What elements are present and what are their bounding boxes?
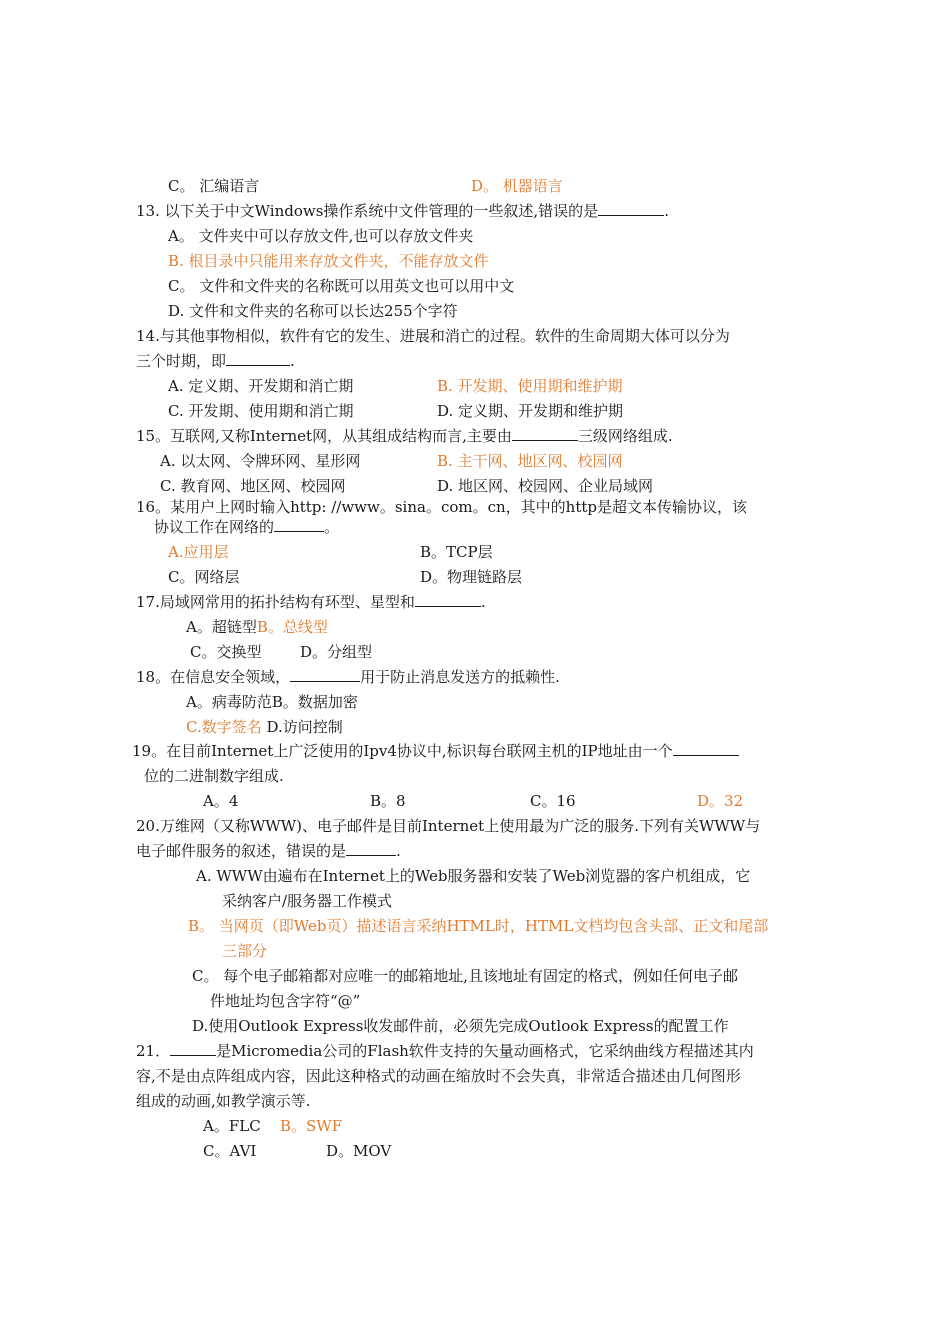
q17-option-a: A。超链型 [186, 618, 257, 636]
q18-stem-text: 18。在信息安全领域， [136, 668, 291, 686]
q19-option-b: B。8 [370, 792, 406, 810]
q19-stem-text: 19。在目前Internet上广泛使用的Ipv4协议中,标识每台联网主机的IP地址由一个 [132, 742, 673, 760]
q20-option-b-answer-line2: 三部分 [222, 942, 268, 960]
q21-stem-line3: 组成的动画,如教学演示等. [136, 1092, 311, 1110]
q19-option-d-answer: D。32 [697, 792, 744, 810]
q17-options-ab [186, 617, 328, 637]
q18-option-b: B。数据加密 [271, 693, 358, 711]
q19-stem-line2: 位的二进制数字组成. [144, 767, 284, 785]
q18-option-c-answer: C.数字签名 [186, 718, 262, 736]
q13-option-c: C。 文件和文件夹的名称既可以用英文也可以用中文 [168, 277, 515, 295]
answer-blank [346, 841, 396, 856]
q17-option-c: C。交换型 [190, 643, 262, 661]
q14-stem-text: 三个时期，即 [136, 352, 227, 370]
q18-options-ab [186, 692, 358, 712]
q21-option-c: C。AVI [203, 1142, 257, 1160]
q19-option-c: C。16 [530, 792, 576, 810]
q16-option-c: C。网络层 [168, 568, 240, 586]
q14-stem-line1: 14.与其他事物相似，软件有它的发生、进展和消亡的过程。软件的生命周期大体可以分为 [136, 327, 730, 345]
q15-option-b-answer: B. 主干网、地区网、校园网 [437, 452, 623, 470]
q18-stem [136, 667, 560, 687]
q17-stem-text: 17.局域网常用的拓扑结构有环型、星型和 [136, 593, 415, 611]
q15-option-d: D. 地区网、校园网、企业局域网 [437, 477, 654, 495]
q15-stem-end: 三级网络组成. [577, 427, 673, 445]
q21-option-b-answer: B。SWF [280, 1117, 343, 1135]
q14-stem-end: . [290, 352, 295, 370]
q21-number: 21． [136, 1042, 171, 1060]
q16-option-a-answer: A.应用层 [168, 543, 229, 561]
q19-stem-line1 [132, 741, 739, 761]
q13-stem-text: 13. 以下关于中文Windows操作系统中文件管理的一些叙述,错误的是 [136, 202, 599, 220]
q15-stem-text: 15。互联网,又称Internet网，从其组成结构而言,主要由 [136, 427, 512, 445]
answer-blank [170, 1041, 216, 1056]
q21-option-a: A。FLC [203, 1117, 261, 1135]
q14-option-a: A. 定义期、开发期和消亡期 [168, 377, 354, 395]
answer-blank [415, 592, 481, 607]
q15-option-c: C. 教育网、地区网、校园网 [160, 477, 346, 495]
q16-stem-line1: 16。某用户上网时输入http: //www。sina。com。cn，其中的http是超文本传输协议，该 [136, 498, 747, 516]
q12-option-d-answer: D。 机器语言 [471, 177, 563, 195]
q21-stem-text: 是Micromedia公司的Flash软件支持的矢量动画格式，它采纳曲线方程描述其内 [216, 1042, 754, 1060]
q20-stem-line1: 20.万维网（又称WWW)、电子邮件是目前Internet上使用最为广泛的服务.下列有关WWW与 [136, 817, 761, 835]
q20-stem-end: . [396, 842, 401, 860]
q14-stem-line2 [136, 351, 295, 371]
q16-stem-line2 [154, 517, 339, 537]
q13-option-a: A。 文件夹中可以存放文件,也可以存放文件夹 [168, 227, 474, 245]
q20-option-d: D.使用Outlook Express收发邮件前，必须先完成Outlook Express的配置工作 [192, 1017, 729, 1035]
q20-option-c-line1: C。 每个电子邮箱都对应唯一的邮箱地址,且该地址有固定的格式，例如任何电子邮 [192, 967, 739, 985]
q21-stem-line2: 容,不是由点阵组成内容，因此这种格式的动画在缩放时不会失真，非常适合描述由几何图形 [136, 1067, 741, 1085]
q14-option-c: C. 开发期、使用期和消亡期 [168, 402, 354, 420]
q15-stem [136, 426, 673, 446]
q17-option-d: D。分组型 [300, 643, 373, 661]
answer-blank [673, 741, 739, 756]
q20-stem-line2 [136, 841, 401, 861]
q20-stem-text: 电子邮件服务的叙述，错误的是 [136, 842, 347, 860]
answer-blank [226, 351, 290, 366]
q18-options-cd [186, 717, 343, 737]
answer-blank [274, 517, 324, 532]
q18-stem-end: 用于防止消息发送方的抵赖性. [360, 668, 560, 686]
answer-blank [290, 667, 360, 682]
q12-option-c: C。 汇编语言 [168, 177, 260, 195]
q13-option-b-answer: B. 根目录中只能用来存放文件夹，不能存放文件 [168, 252, 489, 270]
answer-blank [512, 426, 578, 441]
q16-option-d: D。物理链路层 [420, 568, 523, 586]
q17-option-b-answer: B。总线型 [256, 618, 328, 636]
q18-option-a: A。病毒防范 [186, 693, 272, 711]
q14-option-d: D. 定义期、开发期和维护期 [437, 402, 624, 420]
q20-option-a-line2: 采纳客户/服务器工作模式 [222, 892, 393, 910]
q21-option-d: D。MOV [326, 1142, 392, 1160]
q20-option-c-line2: 件地址均包含字符“@” [210, 992, 361, 1010]
q20-option-a-line1: A. WWW由遍布在Internet上的Web服务器和安装了Web浏览器的客户机组成，它 [196, 867, 751, 885]
q20-option-b-answer-line1: B。 当网页（即Web页）描述语言采纳HTML时，HTML文档均包含头部、正文和尾部 [188, 917, 769, 935]
q13-option-d: D. 文件和文件夹的名称可以长达255个字符 [168, 302, 458, 320]
q14-option-b-answer: B. 开发期、使用期和维护期 [437, 377, 623, 395]
q13-stem-end: . [664, 202, 669, 220]
answer-blank [598, 201, 664, 216]
q13-stem [136, 201, 669, 221]
q15-option-a: A. 以太网、令牌环网、星形网 [160, 452, 361, 470]
q16-option-b: B。TCP层 [420, 543, 493, 561]
q16-stem-text: 协议工作在网络的 [154, 518, 275, 536]
q16-stem-end: 。 [324, 518, 340, 536]
q17-stem [136, 592, 486, 612]
q19-option-a: A。4 [203, 792, 239, 810]
q17-stem-end: . [480, 593, 486, 611]
q21-stem-line1 [136, 1041, 754, 1061]
q18-option-d: D.访问控制 [266, 718, 343, 736]
